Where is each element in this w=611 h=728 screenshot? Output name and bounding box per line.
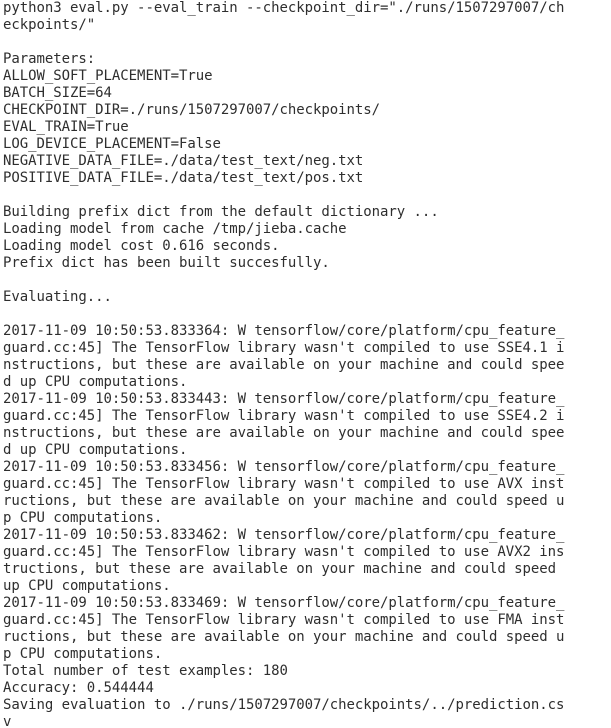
terminal-line: 2017-11-09 10:50:53.833469: W tensorflow/core/platform/cpu_feature_ [3, 595, 565, 611]
terminal-line: NEGATIVE_DATA_FILE=./data/test_text/neg.txt [3, 153, 364, 169]
terminal-line: Loading model from cache /tmp/jieba.cache [3, 221, 347, 237]
terminal-line: nstructions, but these are available on your machine and could spee [3, 357, 565, 373]
terminal-line: python3 eval.py --eval_train --checkpoint_dir="./runs/1507297007/ch [3, 0, 565, 16]
terminal-line: LOG_DEVICE_PLACEMENT=False [3, 136, 221, 152]
terminal-line: v [3, 714, 12, 728]
terminal-line: d up CPU computations. [3, 442, 188, 458]
terminal-line: 2017-11-09 10:50:53.833456: W tensorflow/core/platform/cpu_feature_ [3, 459, 565, 475]
terminal-line: Accuracy: 0.544444 [3, 680, 154, 696]
terminal-line [3, 34, 611, 51]
terminal-line: p CPU computations. [3, 510, 163, 526]
terminal-line: EVAL_TRAIN=True [3, 119, 129, 135]
terminal-line: guard.cc:45] The TensorFlow library wasn't compiled to use FMA inst [3, 612, 565, 628]
terminal-line: p CPU computations. [3, 646, 163, 662]
terminal-line: Total number of test examples: 180 [3, 663, 288, 679]
terminal-line: guard.cc:45] The TensorFlow library wasn't compiled to use SSE4.2 i [3, 408, 565, 424]
terminal-line: eckpoints/" [3, 17, 96, 33]
terminal-line: CHECKPOINT_DIR=./runs/1507297007/checkpoints/ [3, 102, 381, 118]
terminal-line: Saving evaluation to ./runs/1507297007/checkpoints/../prediction.cs [3, 697, 565, 713]
terminal-line: ALLOW_SOFT_PLACEMENT=True [3, 68, 213, 84]
terminal-line: guard.cc:45] The TensorFlow library wasn't compiled to use AVX2 ins [3, 544, 565, 560]
terminal-line: 2017-11-09 10:50:53.833364: W tensorflow/core/platform/cpu_feature_ [3, 323, 565, 339]
terminal-line: nstructions, but these are available on your machine and could spee [3, 425, 565, 441]
terminal-line: Parameters: [3, 51, 96, 67]
terminal-line: POSITIVE_DATA_FILE=./data/test_text/pos.txt [3, 170, 364, 186]
terminal-line [3, 272, 611, 289]
terminal-line: Evaluating... [3, 289, 112, 305]
terminal-line: tructions, but these are available on your machine and could speed [3, 561, 556, 577]
terminal-line: up CPU computations. [3, 578, 171, 594]
terminal-line [3, 306, 611, 323]
terminal-line [3, 187, 611, 204]
terminal-line: Prefix dict has been built succesfully. [3, 255, 330, 271]
terminal-line: 2017-11-09 10:50:53.833462: W tensorflow/core/platform/cpu_feature_ [3, 527, 565, 543]
terminal-line: Loading model cost 0.616 seconds. [3, 238, 280, 254]
terminal-line: Building prefix dict from the default dictionary ... [3, 204, 439, 220]
terminal-line: d up CPU computations. [3, 374, 188, 390]
terminal-line: guard.cc:45] The TensorFlow library wasn't compiled to use SSE4.1 i [3, 340, 565, 356]
terminal-line: guard.cc:45] The TensorFlow library wasn't compiled to use AVX inst [3, 476, 565, 492]
terminal-line: ructions, but these are available on your machine and could speed u [3, 629, 565, 645]
terminal-line: ructions, but these are available on your machine and could speed u [3, 493, 565, 509]
terminal-line: BATCH_SIZE=64 [3, 85, 112, 101]
terminal-line: 2017-11-09 10:50:53.833443: W tensorflow/core/platform/cpu_feature_ [3, 391, 565, 407]
terminal-scrollbar[interactable] [605, 0, 611, 728]
